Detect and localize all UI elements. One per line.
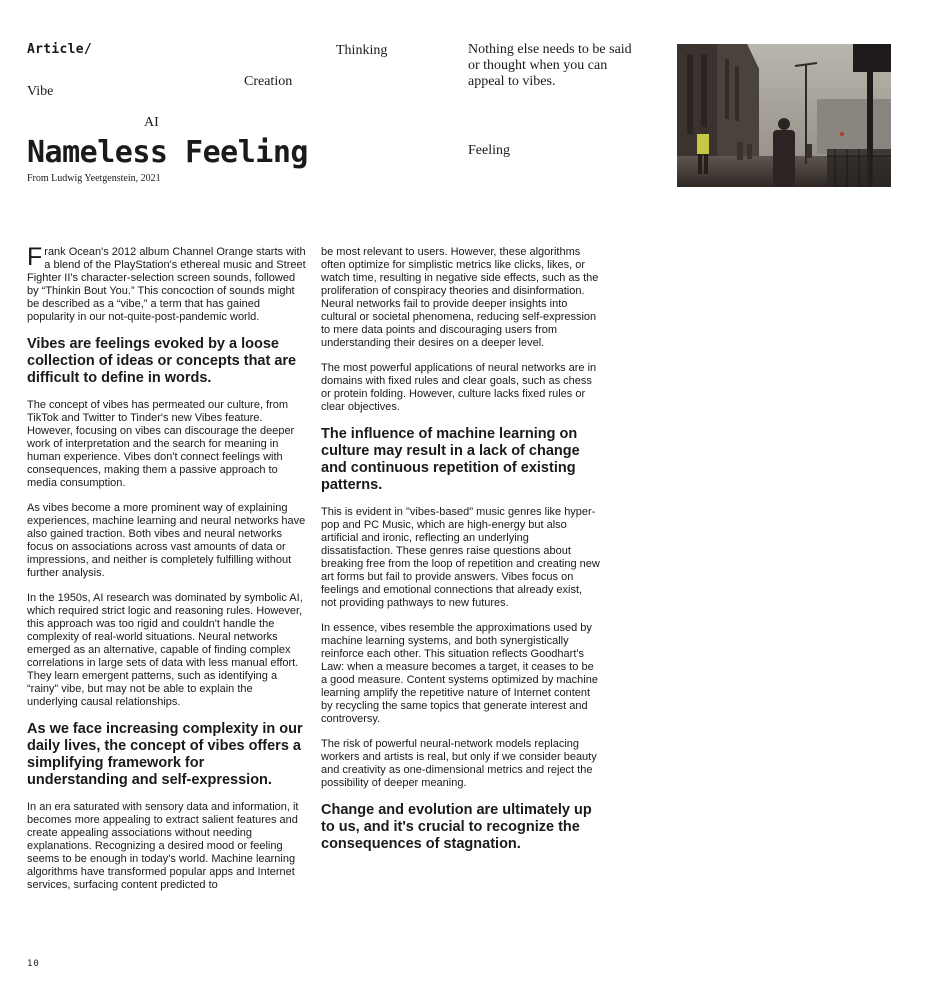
drop-cap: F [27, 243, 43, 271]
pull-heading-3: The influence of machine learning on culture may result in a lack of change and continuous repetition of existing patterns. [321, 426, 580, 493]
pull-heading-2: As we face increasing complexity in our daily lives, the concept of vibes offers a simplifying framework for understanding and self-expression. [27, 721, 303, 788]
side-quote: Nothing else needs to be said or thought when you can appeal to vibes. [468, 42, 632, 89]
body-paragraph-5: be most relevant to users. However, these algorithms often optimize for simplistic metrics like clicks, likes, or watch time, resulting in negative side effects, such as the proliferation of conspiracy theories and disinformation. Neural networks fail to provide deeper insights into cultural or societal phenomena, reducing self-expression to mere data points and discouraging users from understanding their desires on a deeper level. [321, 246, 599, 349]
article-column-right [321, 246, 600, 865]
article-column-left [27, 243, 306, 904]
page-title: Nameless Feeling [27, 135, 308, 170]
body-paragraph-1: The concept of vibes has permeated our culture, from TikTok and Twitter to Tinder's new Vibes feature. However, focusing on vibes can discourage the deeper work of interpretation and the search for meaning in human experience. Vibes don't connect feelings with consequences, making them a passive approach to media consumption. [27, 399, 295, 489]
body-paragraph-2: As vibes become a more prominent way of explaining experiences, machine learning and neural networks have also gained traction. Both vibes and neural networks focus on associations across vast amounts of data or impressions, and neither is completely fulfilling without further analysis. [27, 502, 306, 579]
body-paragraph-8: In essence, vibes resemble the approximations used by machine learning systems, and both synergistically reinforce each other. This situation reflects Goodhart's Law: when a measure becomes a target, it ceases to be a good measure. Content systems optimized by machine learning amplify the repetitive nature of Internet content by recycling the same topics that generate interest and controversy. [321, 622, 598, 725]
floating-word-vibe: Vibe [27, 84, 54, 99]
byline: From Ludwig Yeetgenstein, 2021 [27, 173, 161, 184]
body-paragraph-7: This is evident in "vibes-based" music genres like hyper- pop and PC Music, which are high-energy but also artificial and ironic, reflecting an underlying dissatisfaction. These genres raise questions about breaking free from the loop of repetition and creating new art forms but fail to provide answers. Vibes focus on feelings and emotional connections that already exist, not providing pathways to new futures. [321, 506, 600, 609]
street-photo [677, 44, 891, 187]
section-label: Article/ [27, 42, 93, 57]
intro-text: rank Ocean's 2012 album Channel Orange starts with a blend of the PlayStation's ethereal music and Street Fighter II's character-selection screen sounds, followed by “Thinkin Bout You.” This concoction of sounds might be described as a “vibe,” a term that has gained popularity in our not-quite-post-pandemic world. [27, 246, 306, 323]
pull-heading-1: Vibes are feelings evoked by a loose collection of ideas or concepts that are difficult to define in words. [27, 336, 297, 386]
floating-word-ai: AI [144, 115, 159, 130]
page-number: 10 [27, 959, 40, 969]
body-paragraph-4: In an era saturated with sensory data and information, it becomes more appealing to extract salient features and create appealing associations without needing explanations. Recognizing a desired mood or feeling seems to be enough in today's world. Machine learning algorithms have transformed popular apps and Internet services, surfacing content predicted to [27, 801, 299, 891]
body-paragraph-6: The most powerful applications of neural networks are in domains with fixed rules and clear goals, such as chess or protein folding. However, culture lacks fixed rules or clear objectives. [321, 362, 597, 413]
body-paragraph-3: In the 1950s, AI research was dominated by symbolic AI, which required strict logic and reasoning rules. However, this approach was too rigid and couldn't handle the complexity of real-world situations. Neural networks emerged as an alternative, capable of finding complex correlations in large sets of data with less manual effort. They learn emergent patterns, such as identifying a “rainy” vibe, but may not be able to explain the underlying causal relationships. [27, 592, 303, 708]
floating-word-thinking: Thinking [336, 43, 388, 58]
pull-heading-4: Change and evolution are ultimately up to us, and it's crucial to recognize the consequences of stagnation. [321, 802, 592, 852]
body-paragraph-9: The risk of powerful neural-network models replacing workers and artists is real, but only if we consider beauty and creativity as one-dimensional metrics and reject the possibility of deeper meaning. [321, 738, 597, 789]
intro-paragraph [27, 243, 306, 324]
floating-word-creation: Creation [244, 74, 293, 89]
floating-word-feeling: Feeling [468, 143, 510, 158]
